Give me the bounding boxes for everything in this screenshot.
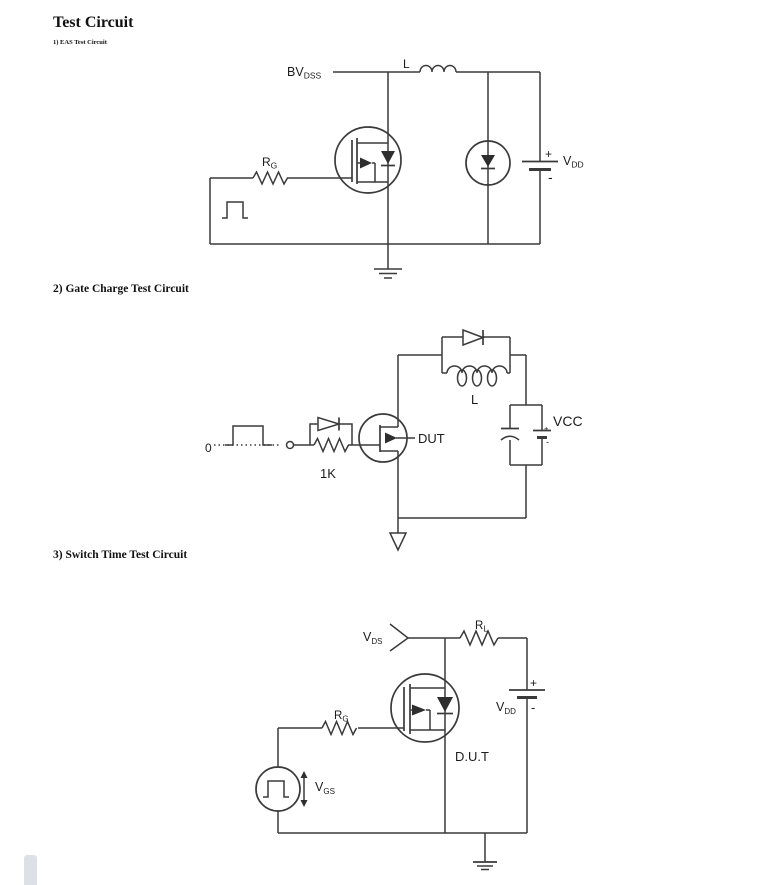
label-bvdss: $BV_{DSS}$ <box>287 65 322 81</box>
scrollbar-artifact <box>24 855 37 885</box>
label-minus: - <box>548 169 553 185</box>
ground-icon <box>473 862 497 870</box>
body-diode-icon <box>437 697 453 712</box>
input-terminal-icon <box>287 442 294 449</box>
mosfet-symbol <box>391 674 459 742</box>
section-heading-gate-charge: 2) Gate Charge Test Circuit <box>53 283 189 295</box>
section-heading-eas: 1) EAS Test Circuit <box>53 39 107 46</box>
eas-test-circuit <box>210 57 584 278</box>
arrow-icon <box>412 705 426 716</box>
section-heading-switch-time: 3) Switch Time Test Circuit <box>53 549 188 561</box>
label-dut: D.U.T <box>455 749 489 764</box>
ground-icon <box>374 269 402 278</box>
switch-time-test-circuit <box>256 620 545 870</box>
pulse-waveform-icon <box>225 426 272 445</box>
freewheel-diode-icon <box>463 330 483 345</box>
vcc-source-block <box>501 405 551 465</box>
label-vcc: VCC <box>553 413 583 429</box>
label-minus: - <box>546 437 549 447</box>
label-vgs: $V_{GS}$ <box>315 780 335 796</box>
label-resistor: 1K <box>320 466 336 481</box>
label-vds: $V_{DS}$ <box>363 630 383 646</box>
gate-resistor-icon <box>322 722 357 735</box>
wires <box>278 638 527 862</box>
load-resistor-icon <box>460 631 498 645</box>
label-inductor: L <box>471 392 479 407</box>
label-rg: $R_G$ <box>262 155 278 171</box>
resistor-icon <box>253 172 288 184</box>
arrow-icon <box>385 433 397 444</box>
label-plus: + <box>544 424 549 433</box>
capacitor-icon <box>501 429 519 441</box>
ground-arrow-icon <box>390 533 406 550</box>
probe-arrow-icon <box>390 624 408 651</box>
label-vdd: $V_{DD}$ <box>563 154 584 170</box>
mosfet-symbol <box>359 414 415 462</box>
mosfet-symbol <box>335 127 401 193</box>
battery-icon <box>509 690 545 698</box>
inductor-icon <box>420 66 456 73</box>
wires <box>294 337 527 533</box>
label-dut: DUT <box>418 431 445 446</box>
pulse-waveform-icon <box>222 202 248 218</box>
label-inductor: L <box>403 57 410 71</box>
updown-arrow-icon <box>301 771 308 807</box>
arrow-icon <box>360 158 372 169</box>
label-zero: 0 <box>205 441 212 455</box>
bypass-diode-icon <box>318 418 339 431</box>
label-rg: $R_G$ <box>334 710 349 724</box>
pulse-source-icon <box>256 767 300 811</box>
label-plus: + <box>530 676 538 690</box>
label-vdd: $V_{DD}$ <box>496 700 516 716</box>
label-minus: - <box>531 700 536 715</box>
resistor-icon <box>314 439 349 452</box>
gate-charge-test-circuit <box>205 330 583 550</box>
inductor-icon <box>447 366 507 386</box>
label-plus: + <box>545 147 553 161</box>
page-title: Test Circuit <box>53 14 134 31</box>
label-rl: $R_L$ <box>475 620 488 634</box>
body-diode-icon <box>381 151 395 164</box>
